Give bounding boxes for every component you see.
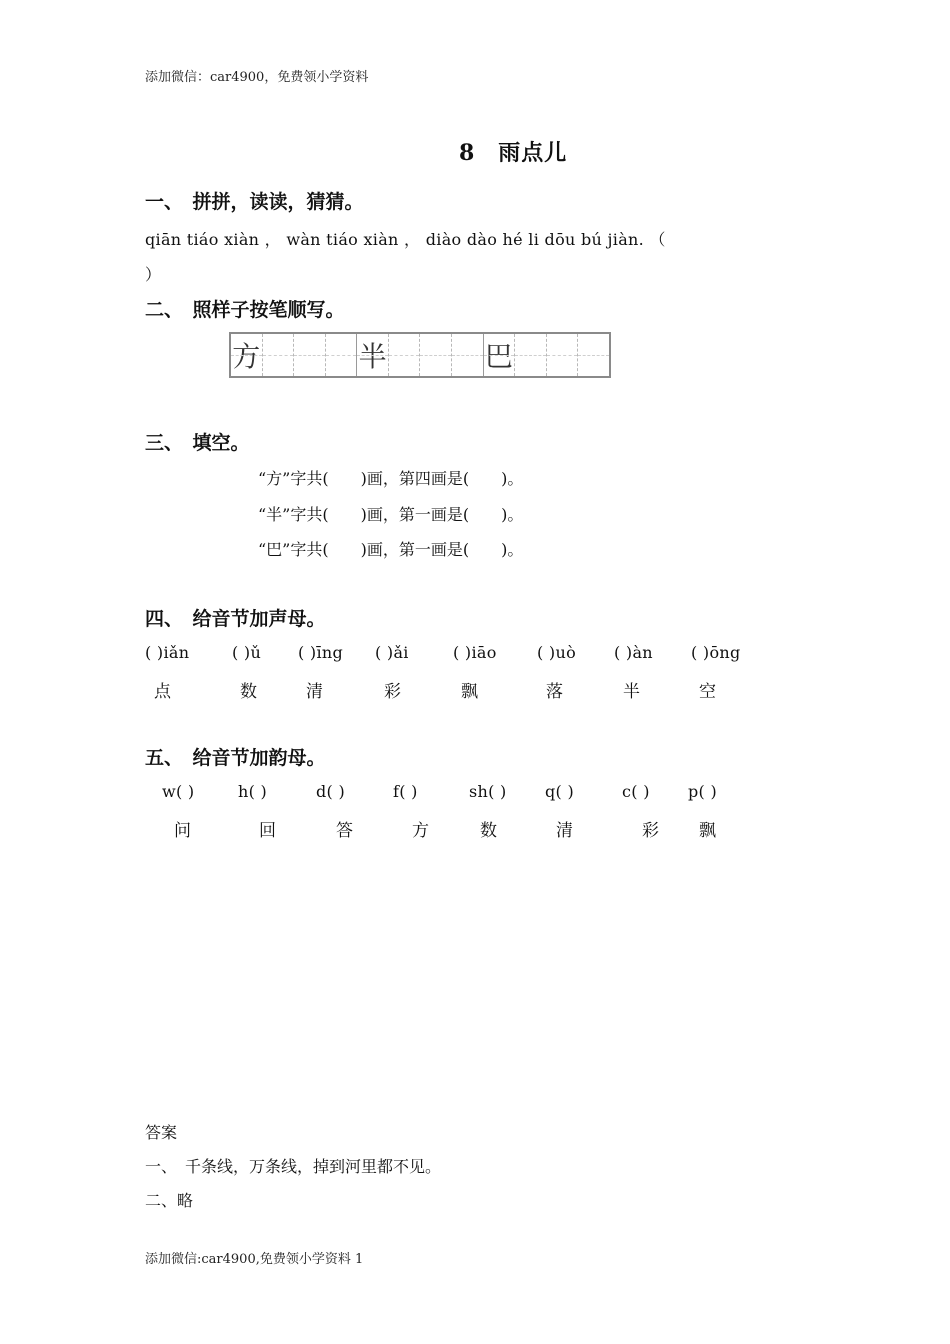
initial-blank: ( )ǔ xyxy=(232,643,262,662)
grid-cell[interactable] xyxy=(452,334,484,376)
hanzi: 方 xyxy=(412,821,429,841)
fill-blank-line: “方”字共( )画，第四画是( )。 xyxy=(258,469,524,488)
hanzi: 清 xyxy=(556,821,573,841)
page-title: 8 雨点儿 xyxy=(459,140,568,166)
initial-blank: ( )ǎi xyxy=(375,643,409,662)
initial-blank: ( )àn xyxy=(614,643,653,662)
hanzi: 点 xyxy=(154,682,171,702)
hanzi: 回 xyxy=(259,821,276,841)
hanzi: 飘 xyxy=(699,821,716,841)
grid-cell[interactable] xyxy=(547,334,579,376)
answers-heading: 答案 xyxy=(145,1123,178,1142)
answer-1: 一、 千条线，万条线，掉到河里都不见。 xyxy=(145,1157,442,1176)
final-blank: sh( ) xyxy=(469,782,507,801)
section-1-heading: 一、 拼拼，读读，猜猜。 xyxy=(145,191,364,213)
section-4-heading: 四、 给音节加声母。 xyxy=(145,608,326,630)
answer-2: 二、略 xyxy=(145,1191,194,1210)
hanzi: 清 xyxy=(306,682,323,702)
section-1-pinyin-line: qiān tiáo xiàn ， wàn tiáo xiàn ， diào dào hé li dōu bú jiàn. （ xyxy=(145,230,666,249)
hanzi: 彩 xyxy=(642,821,659,841)
grid-cell[interactable] xyxy=(389,334,421,376)
final-blank: h( ) xyxy=(238,782,268,801)
grid-cell[interactable] xyxy=(263,334,295,376)
grid-cell[interactable]: 半 xyxy=(357,334,389,376)
section-3-heading: 三、 填空。 xyxy=(145,432,250,454)
hanzi: 问 xyxy=(174,821,191,841)
grid-cell[interactable] xyxy=(578,334,609,376)
page-footer: 添加微信:car4900,免费领小学资料 1 xyxy=(145,1252,364,1267)
hanzi: 答 xyxy=(336,821,353,841)
initial-blank: ( )iāo xyxy=(453,643,497,662)
hanzi: 数 xyxy=(480,821,497,841)
hanzi: 空 xyxy=(699,682,716,702)
hanzi: 飘 xyxy=(461,682,478,702)
hanzi: 数 xyxy=(240,682,257,702)
hanzi: 落 xyxy=(546,682,563,702)
grid-cell[interactable] xyxy=(420,334,452,376)
fill-blank-line: “巴”字共( )画，第一画是( )。 xyxy=(258,540,524,559)
hanzi: 彩 xyxy=(384,682,401,702)
initial-blank: ( )īng xyxy=(298,643,344,662)
grid-cell[interactable] xyxy=(515,334,547,376)
page-header: 添加微信：car4900，免费领小学资料 xyxy=(145,70,369,85)
grid-cell[interactable] xyxy=(326,334,358,376)
stroke-order-grid xyxy=(229,332,611,378)
final-blank: q( ) xyxy=(545,782,575,801)
final-blank: c( ) xyxy=(622,782,650,801)
final-blank: d( ) xyxy=(316,782,346,801)
final-blank: w( ) xyxy=(162,782,195,801)
initial-blank: ( )iǎn xyxy=(145,643,190,662)
final-blank: p( ) xyxy=(688,782,718,801)
initial-blank: ( )uò xyxy=(537,643,577,662)
section-2-heading: 二、 照样子按笔顺写。 xyxy=(145,299,345,321)
section-5-heading: 五、 给音节加韵母。 xyxy=(145,747,326,769)
fill-blank-line: “半”字共( )画，第一画是( )。 xyxy=(258,505,524,524)
section-1-pinyin-line-2: ） xyxy=(145,265,162,284)
final-blank: f( ) xyxy=(393,782,418,801)
initial-blank: ( )ōng xyxy=(691,643,741,662)
hanzi: 半 xyxy=(623,682,640,702)
grid-cell[interactable]: 方 xyxy=(231,334,263,376)
grid-cell[interactable]: 巴 xyxy=(484,334,516,376)
grid-cell[interactable] xyxy=(294,334,326,376)
